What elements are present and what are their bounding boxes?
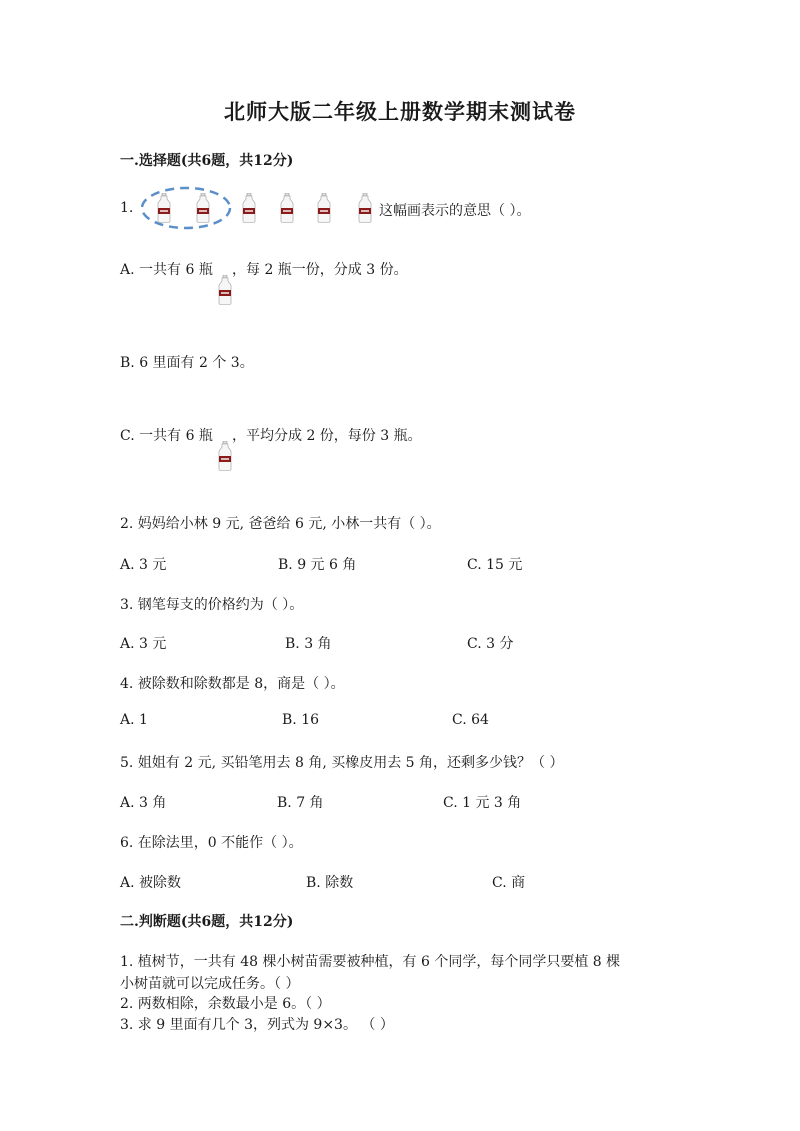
water-bottle-icon <box>196 193 210 223</box>
question-6-option-c: C. 商 <box>492 875 526 891</box>
question-4-text: 4. 被除数和除数都是 8，商是（ ）。 <box>120 676 345 692</box>
question-3-text: 3. 钢笔每支的价格约为（ ）。 <box>120 597 304 613</box>
judgment-item-1-line-1: 1. 植树节，一共有 48 棵小树苗需要被种植，有 6 个同学，每个同学只要植 8 棵 <box>120 954 621 970</box>
question-2-option-b: B. 9 元 6 角 <box>278 557 357 573</box>
question-4-option-b: B. 16 <box>282 712 320 728</box>
water-bottle-icon <box>218 275 232 305</box>
question-1-option-b: B. 6 里面有 2 个 3。 <box>120 355 254 371</box>
section-heading-true-false: 二.判断题(共6题，共12分) <box>120 914 294 930</box>
section-heading-choice: 一.选择题(共6题，共12分) <box>120 153 294 169</box>
water-bottle-icon <box>242 193 256 223</box>
water-bottle-icon <box>218 441 232 471</box>
question-5-text: 5. 姐姐有 2 元, 买铅笔用去 8 角, 买橡皮用去 5 角，还剩多少钱？（ ） <box>120 755 564 771</box>
water-bottle-icon <box>317 193 331 223</box>
question-6-option-a: A. 被除数 <box>120 875 182 891</box>
question-6-text: 6. 在除法里，0 不能作（ ）。 <box>120 835 303 851</box>
judgment-item-2: 2. 两数相除，余数最小是 6。（ ） <box>120 996 331 1012</box>
water-bottle-icon <box>280 193 294 223</box>
judgment-item-1-line-2: 小树苗就可以完成任务。（ ） <box>120 976 300 992</box>
question-3-option-c: C. 3 分 <box>467 636 514 652</box>
question-5-option-a: A. 3 角 <box>120 795 167 811</box>
question-3-option-a: A. 3 元 <box>120 636 167 652</box>
question-3-option-b: B. 3 角 <box>285 636 332 652</box>
question-2-text: 2. 妈妈给小林 9 元, 爸爸给 6 元, 小林一共有（ ）。 <box>120 516 441 532</box>
question-2-option-a: A. 3 元 <box>120 557 167 573</box>
judgment-item-3: 3. 求 9 里面有几个 3，列式为 9×3。 （ ） <box>120 1017 394 1033</box>
grouping-circle-icon <box>140 185 232 231</box>
question-4-option-a: A. 1 <box>120 712 148 728</box>
question-1-text: 这幅画表示的意思（ ）。 <box>379 203 531 219</box>
question-4-option-c: C. 64 <box>452 712 489 728</box>
question-1-number: 1. <box>120 200 134 216</box>
page-title: 北师大版二年级上册数学期末测试卷 <box>224 99 576 124</box>
question-1-option-c-before: C. 一共有 6 瓶 <box>120 428 213 444</box>
water-bottle-icon <box>358 193 372 223</box>
question-1-option-c-after: ，平均分成 2 份，每份 3 瓶。 <box>232 428 422 444</box>
water-bottle-icon <box>157 193 171 223</box>
question-2-option-c: C. 15 元 <box>467 557 523 573</box>
question-6-option-b: B. 除数 <box>306 875 354 891</box>
question-1-option-a-after: ，每 2 瓶一份，分成 3 份。 <box>232 262 408 278</box>
question-1-option-a-before: A. 一共有 6 瓶 <box>120 262 213 278</box>
question-5-option-c: C. 1 元 3 角 <box>443 795 522 811</box>
question-5-option-b: B. 7 角 <box>277 795 324 811</box>
